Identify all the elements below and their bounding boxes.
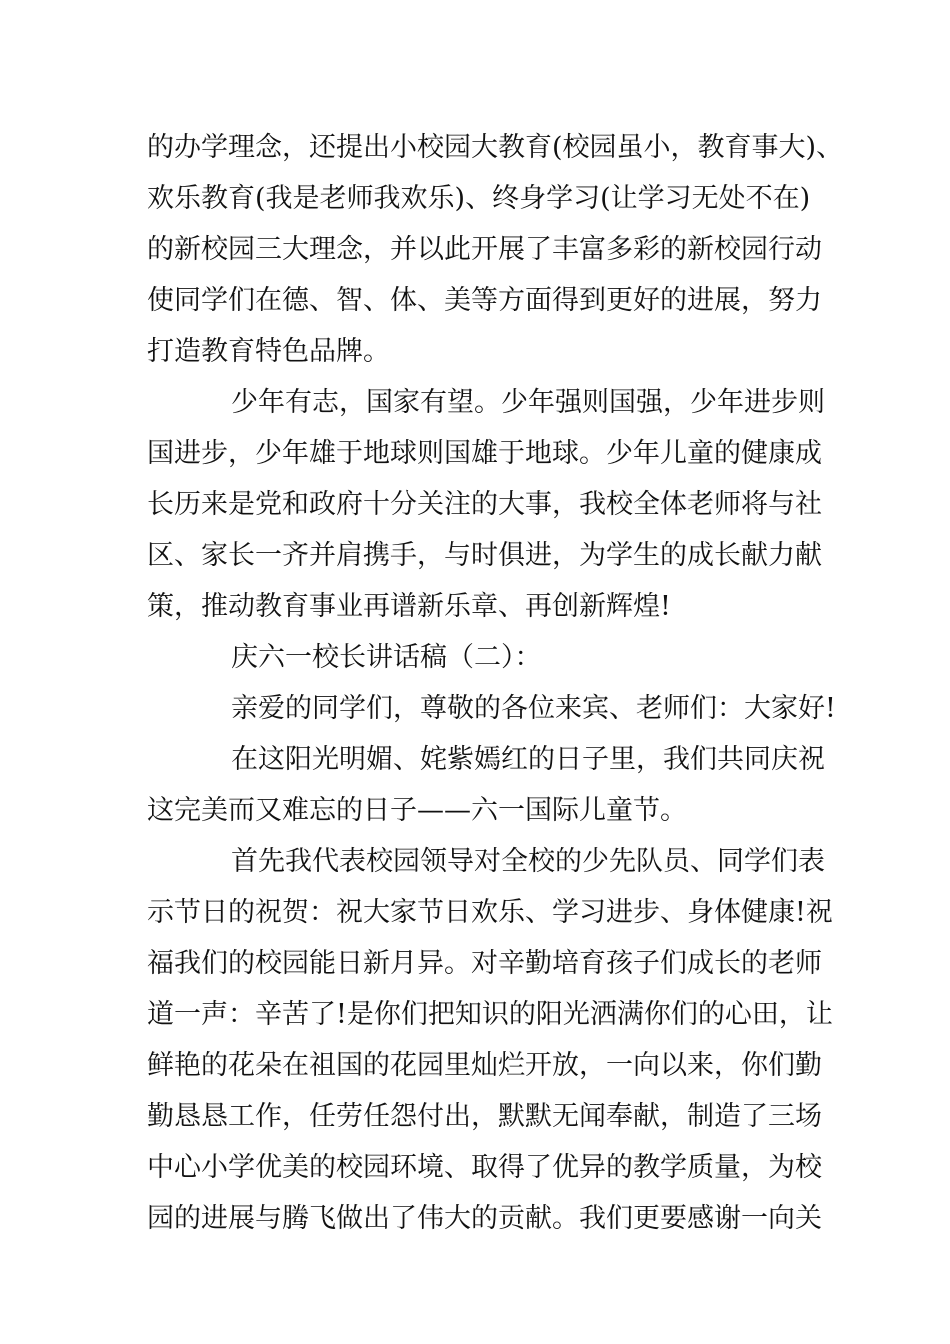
paragraph-line: 策，推动教育事业再谱新乐章、再创新辉煌! (147, 591, 671, 622)
paragraph-line: 道一声：辛苦了!是你们把知识的阳光洒满你们的心田，让 (147, 999, 833, 1030)
paragraph-line: 示节日的祝贺：祝大家节日欢乐、学习进步、身体健康!祝 (147, 897, 833, 928)
paragraph-line: 勤恳恳工作，任劳任怨付出，默默无闻奉献，制造了三场 (147, 1101, 822, 1132)
paragraph-line: 国进步，少年雄于地球则国雄于地球。少年儿童的健康成 (147, 438, 822, 469)
paragraph-line: 打造教育特色品牌。 (147, 336, 390, 367)
paragraph-line: 欢乐教育(我是老师我欢乐)、终身学习(让学习无处不在) (147, 183, 811, 214)
paragraph-line: 福我们的校园能日新月异。对辛勤培育孩子们成长的老师 (147, 948, 822, 979)
document-body (147, 122, 844, 1244)
paragraph-line: 中心小学优美的校园环境、取得了优异的教学质量，为校 (147, 1152, 822, 1183)
paragraph-line: 少年有志，国家有望。少年强则国强，少年进步则 (231, 387, 825, 418)
section-heading: 庆六一校长讲话稿（二）： (231, 642, 542, 673)
paragraph-line: 这完美而又难忘的日子——六一国际儿童节。 (147, 795, 687, 826)
paragraph-line: 鲜艳的花朵在祖国的花园里灿烂开放，一向以来，你们勤 (147, 1050, 822, 1081)
paragraph-line: 长历来是党和政府十分关注的大事，我校全体老师将与社 (147, 489, 822, 520)
paragraph-line: 在这阳光明媚、姹紫嫣红的日子里，我们共同庆祝 (231, 744, 825, 775)
paragraph-line: 区、家长一齐并肩携手，与时俱进，为学生的成长献力献 (147, 540, 822, 571)
paragraph-line: 的新校园三大理念，并以此开展了丰富多彩的新校园行动 (147, 234, 822, 265)
greeting-line: 亲爱的同学们，尊敬的各位来宾、老师们：大家好! (231, 693, 836, 724)
paragraph-line: 园的进展与腾飞做出了伟大的贡献。我们更要感谢一向关 (147, 1203, 822, 1234)
paragraph-line: 的办学理念，还提出小校园大教育(校园虽小，教育事大)、 (147, 132, 844, 163)
paragraph-line: 使同学们在德、智、体、美等方面得到更好的进展，努力 (147, 285, 822, 316)
paragraph-line: 首先我代表校园领导对全校的少先队员、同学们表 (231, 846, 825, 877)
